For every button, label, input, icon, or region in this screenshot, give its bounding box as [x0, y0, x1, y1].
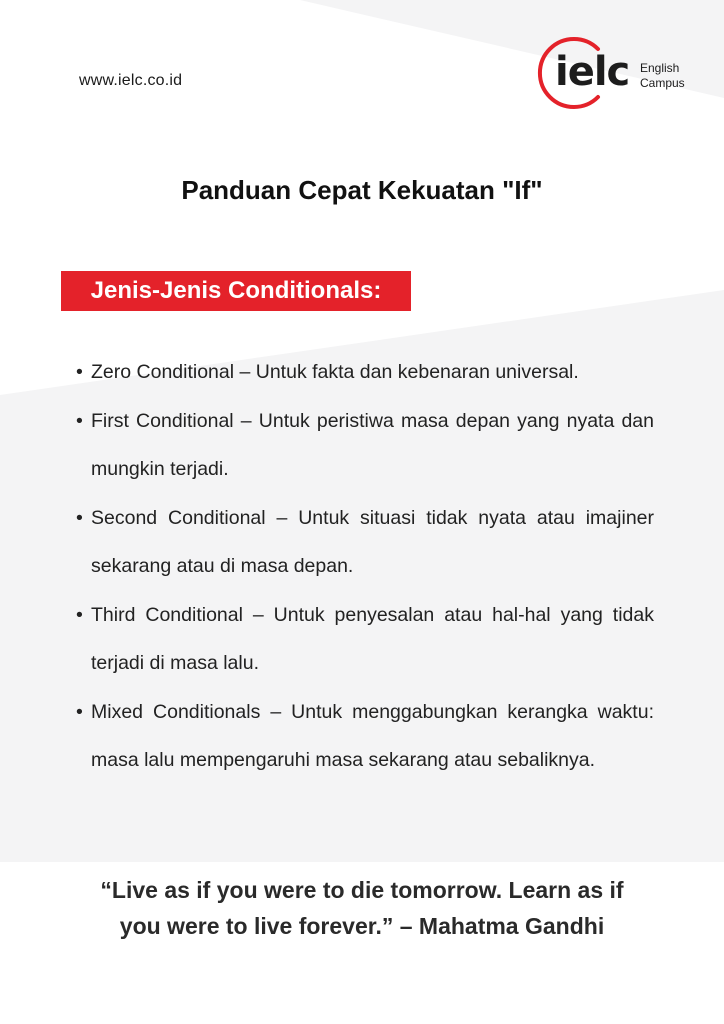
list-item-first-conditional [76, 397, 654, 494]
bullet-icon: • [76, 603, 83, 626]
conditionals-list [76, 348, 654, 785]
list-item-text: Zero Conditional – Untuk fakta dan kebenaran universal. [91, 361, 579, 383]
bullet-icon: • [76, 361, 83, 383]
logo-subtitle-campus: Campus [640, 76, 685, 90]
section-heading: Jenis-Jenis Conditionals: [61, 271, 411, 311]
list-item-text: First Conditional – Untuk peristiwa masa depan yang nyata dan mungkin terjadi. [91, 409, 654, 480]
page-title: Panduan Cepat Kekuatan "If" [181, 175, 543, 205]
list-item-text: Mixed Conditionals – Untuk menggabungkan kerangka waktu: masa lalu mempengaruhi masa sekarang atau sebaliknya. [91, 700, 654, 771]
bullet-icon: • [76, 409, 83, 432]
quote-line-2: you were to live forever.” – Mahatma Gandhi [119, 913, 605, 939]
logo-wordmark: ielc [555, 49, 630, 95]
list-item-mixed-conditionals [76, 688, 654, 785]
quote-line-1: “Live as if you were to die tomorrow. Learn as if [100, 877, 624, 903]
list-item-text: Third Conditional – Untuk penyesalan atau hal-hal yang tidak terjadi di masa lalu. [91, 603, 654, 674]
logo-subtitle [640, 61, 685, 91]
list-item-zero-conditional [76, 348, 654, 397]
website-url[interactable]: www.ielc.co.id [79, 72, 183, 89]
ielc-logo [536, 34, 696, 112]
logo-subtitle-english: English [640, 61, 680, 75]
list-item-third-conditional [76, 591, 654, 688]
list-item-second-conditional [76, 494, 654, 591]
gandhi-quote [40, 872, 684, 944]
bullet-icon: • [76, 700, 83, 723]
list-item-text: Second Conditional – Untuk situasi tidak nyata atau imajiner sekarang atau di masa depan. [91, 506, 654, 577]
bullet-icon: • [76, 506, 83, 529]
